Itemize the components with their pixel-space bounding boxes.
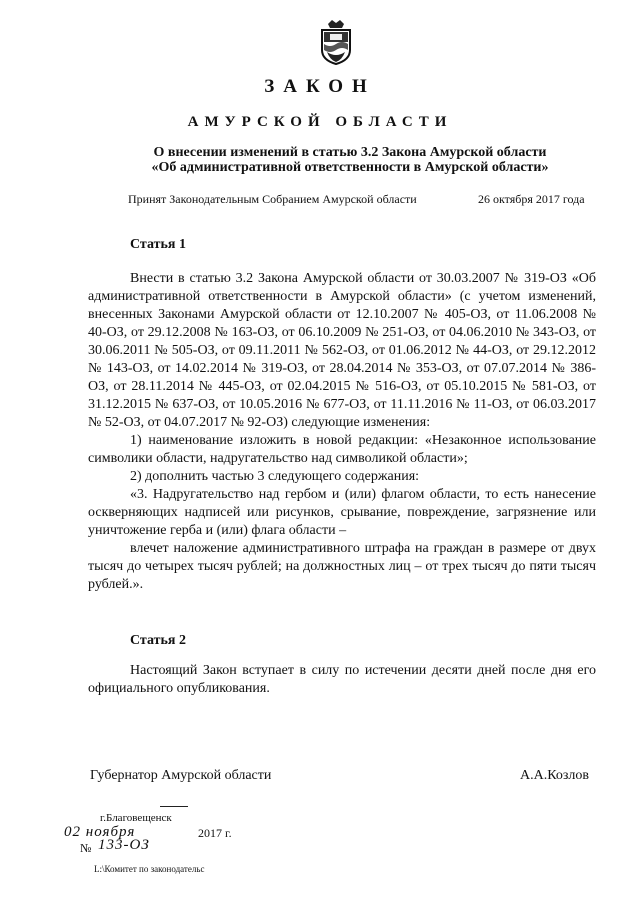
handwritten-date: 02 ноября	[64, 824, 136, 840]
law-name	[100, 145, 600, 175]
article1-paragraph: Внести в статью 3.2 Закона Амурской области от 30.03.2007 № 319-ОЗ «Об административной ответственности в Амурской области» (с учетом изменений, внесенных Законами Амурской области от 12.10.2007 № 405-ОЗ, от 11.06.2008 № 40-ОЗ, от 29.12.2008 № 163-ОЗ, от 06.10.2009 № 251-ОЗ, от 04.06.2010 № 343-ОЗ, от 30.06.2011 № 505-ОЗ, от 09.11.2011 № 562-ОЗ, от 01.06.2012 № 44-ОЗ, от 29.12.2012 № 143-ОЗ, от 14.02.2014 № 319-ОЗ, от 28.04.2014 № 353-ОЗ, от 07.07.2014 № 386-ОЗ, от 28.11.2014 № 445-ОЗ, от 02.04.2015 № 516-ОЗ, от 05.10.2015 № 581-ОЗ, от 31.12.2015 № 637-ОЗ, от 10.05.2016 № 677-ОЗ, от 11.11.2016 № 11-ОЗ, от 06.03.2017 № 52-ОЗ, от 04.07.2017 № 92-ОЗ) следующие изменения:	[88, 271, 596, 430]
signature-mark	[160, 806, 188, 807]
number-label: №	[80, 841, 92, 855]
article2-heading: Статья 2	[130, 633, 186, 648]
handwritten-number: 133-ОЗ	[98, 837, 150, 853]
amur-coat-of-arms-icon	[318, 18, 354, 66]
article1-body	[88, 270, 596, 594]
footer-city: г.Благовещенск	[100, 812, 172, 824]
footer-year: 2017 г.	[198, 826, 232, 840]
document-title: ЗАКОН	[264, 76, 376, 97]
document-subtitle: АМУРСКОЙ ОБЛАСТИ	[187, 114, 453, 130]
article1-paragraph: 1) наименование изложить в новой редакции: «Незаконное использование символики области, надругательство над символикой области»;	[88, 433, 596, 466]
article2-body	[88, 662, 596, 698]
article1-paragraph: «3. Надругательство над гербом и (или) флагом области, то есть нанесение оскверняющих надписей или рисунков, срывание, повреждение, загрязнение или уничтожение герба и (или) флага области –	[88, 487, 596, 538]
file-path: L:\Комитет по законодательс	[94, 864, 205, 874]
adopted-date: 26 октября 2017 года	[478, 192, 585, 206]
article1-paragraph: 2) дополнить частью 3 следующего содержания:	[130, 469, 420, 484]
law-name-line1: О внесении изменений в статью 3.2 Закона Амурской области	[153, 145, 547, 160]
law-name-line2: «Об административной ответственности в Амурской области»	[151, 160, 549, 175]
signatory-position: Губернатор Амурской области	[90, 768, 272, 783]
adopted-text: Принят Законодательным Собранием Амурской области	[128, 192, 417, 206]
article1-heading: Статья 1	[130, 237, 186, 252]
article2-paragraph: Настоящий Закон вступает в силу по истечении десяти дней после дня его официального опубликования.	[88, 663, 596, 696]
article1-paragraph: влечет наложение административного штрафа на граждан в размере от двух тысяч до четырех тысяч рублей; на должностных лиц – от трех тысяч до пяти тысяч рублей.».	[88, 541, 596, 592]
signatory-name: А.А.Козлов	[520, 768, 589, 783]
